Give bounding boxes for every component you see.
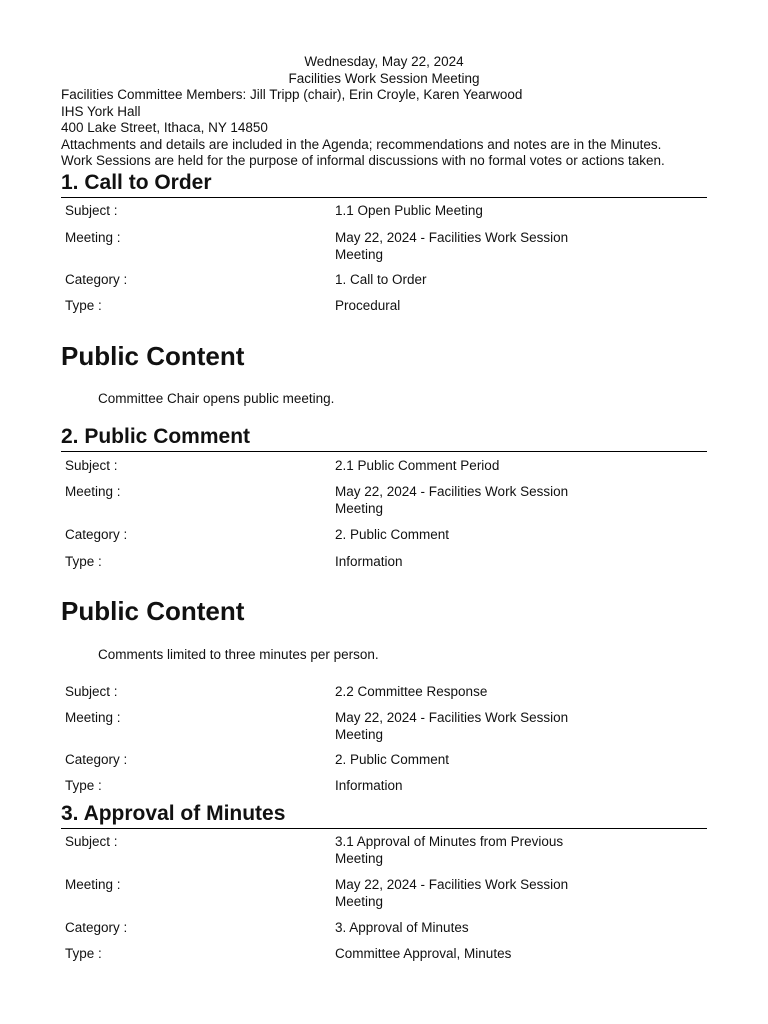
subject-label: Subject : (65, 458, 118, 473)
meeting-title: Facilities Work Session Meeting (288, 70, 480, 86)
section-heading-approval-of-minutes: 3. Approval of Minutes (61, 802, 707, 829)
subject-label: Subject : (65, 684, 118, 699)
section-heading-public-comment: 2. Public Comment (61, 425, 707, 452)
type-label: Type : (65, 778, 102, 793)
subject-value: 2.1 Public Comment Period (335, 458, 500, 473)
type-value: Information (335, 554, 403, 569)
agenda-note: Attachments and details are included in the Agenda; recommendations and notes are in the Minutes. (61, 136, 662, 152)
category-label: Category : (65, 527, 128, 542)
public-content-text: Comments limited to three minutes per person. (98, 647, 379, 662)
type-label: Type : (65, 946, 102, 961)
subject-value: 2.2 Committee Response (335, 684, 488, 699)
meeting-label: Meeting : (65, 877, 121, 892)
type-label: Type : (65, 554, 102, 569)
category-label: Category : (65, 272, 128, 287)
meeting-address: 400 Lake Street, Ithaca, NY 14850 (61, 120, 268, 135)
category-label: Category : (65, 920, 128, 935)
subject-label: Subject : (65, 834, 118, 849)
section-heading-call-to-order: 1. Call to Order (61, 171, 707, 198)
meeting-value: May 22, 2024 - Facilities Work Session Meeting (335, 877, 569, 909)
public-content-text: Committee Chair opens public meeting. (98, 391, 335, 406)
type-label: Type : (65, 298, 102, 313)
work-session-note: Work Sessions are held for the purpose of informal discussions with no formal votes or actions taken. (61, 153, 665, 168)
meeting-value: May 22, 2024 - Facilities Work Session Meeting (335, 710, 569, 742)
type-value: Information (335, 778, 403, 793)
category-value: 1. Call to Order (335, 272, 427, 287)
public-content-heading: Public Content (61, 341, 245, 371)
meeting-location: IHS York Hall (61, 103, 141, 119)
category-value: 3. Approval of Minutes (335, 920, 469, 935)
type-value: Committee Approval, Minutes (335, 946, 512, 961)
category-label: Category : (65, 752, 128, 767)
subject-value: 3.1 Approval of Minutes from Previous Meeting (335, 834, 564, 866)
meeting-header (61, 54, 707, 170)
subject-value: 1.1 Open Public Meeting (335, 203, 483, 218)
meeting-value: May 22, 2024 - Facilities Work Session Meeting (335, 484, 569, 516)
category-value: 2. Public Comment (335, 752, 450, 767)
public-content-heading: Public Content (61, 596, 245, 626)
meeting-value: May 22, 2024 - Facilities Work Session Meeting (335, 230, 569, 262)
meeting-label: Meeting : (65, 710, 121, 725)
type-value: Procedural (335, 298, 401, 313)
category-value: 2. Public Comment (335, 527, 450, 542)
meeting-label: Meeting : (65, 484, 121, 499)
committee-members: Facilities Committee Members: Jill Tripp (chair), Erin Croyle, Karen Yearwood (61, 87, 523, 102)
subject-label: Subject : (65, 203, 118, 218)
meeting-label: Meeting : (65, 230, 121, 245)
meeting-date: Wednesday, May 22, 2024 (304, 54, 464, 69)
